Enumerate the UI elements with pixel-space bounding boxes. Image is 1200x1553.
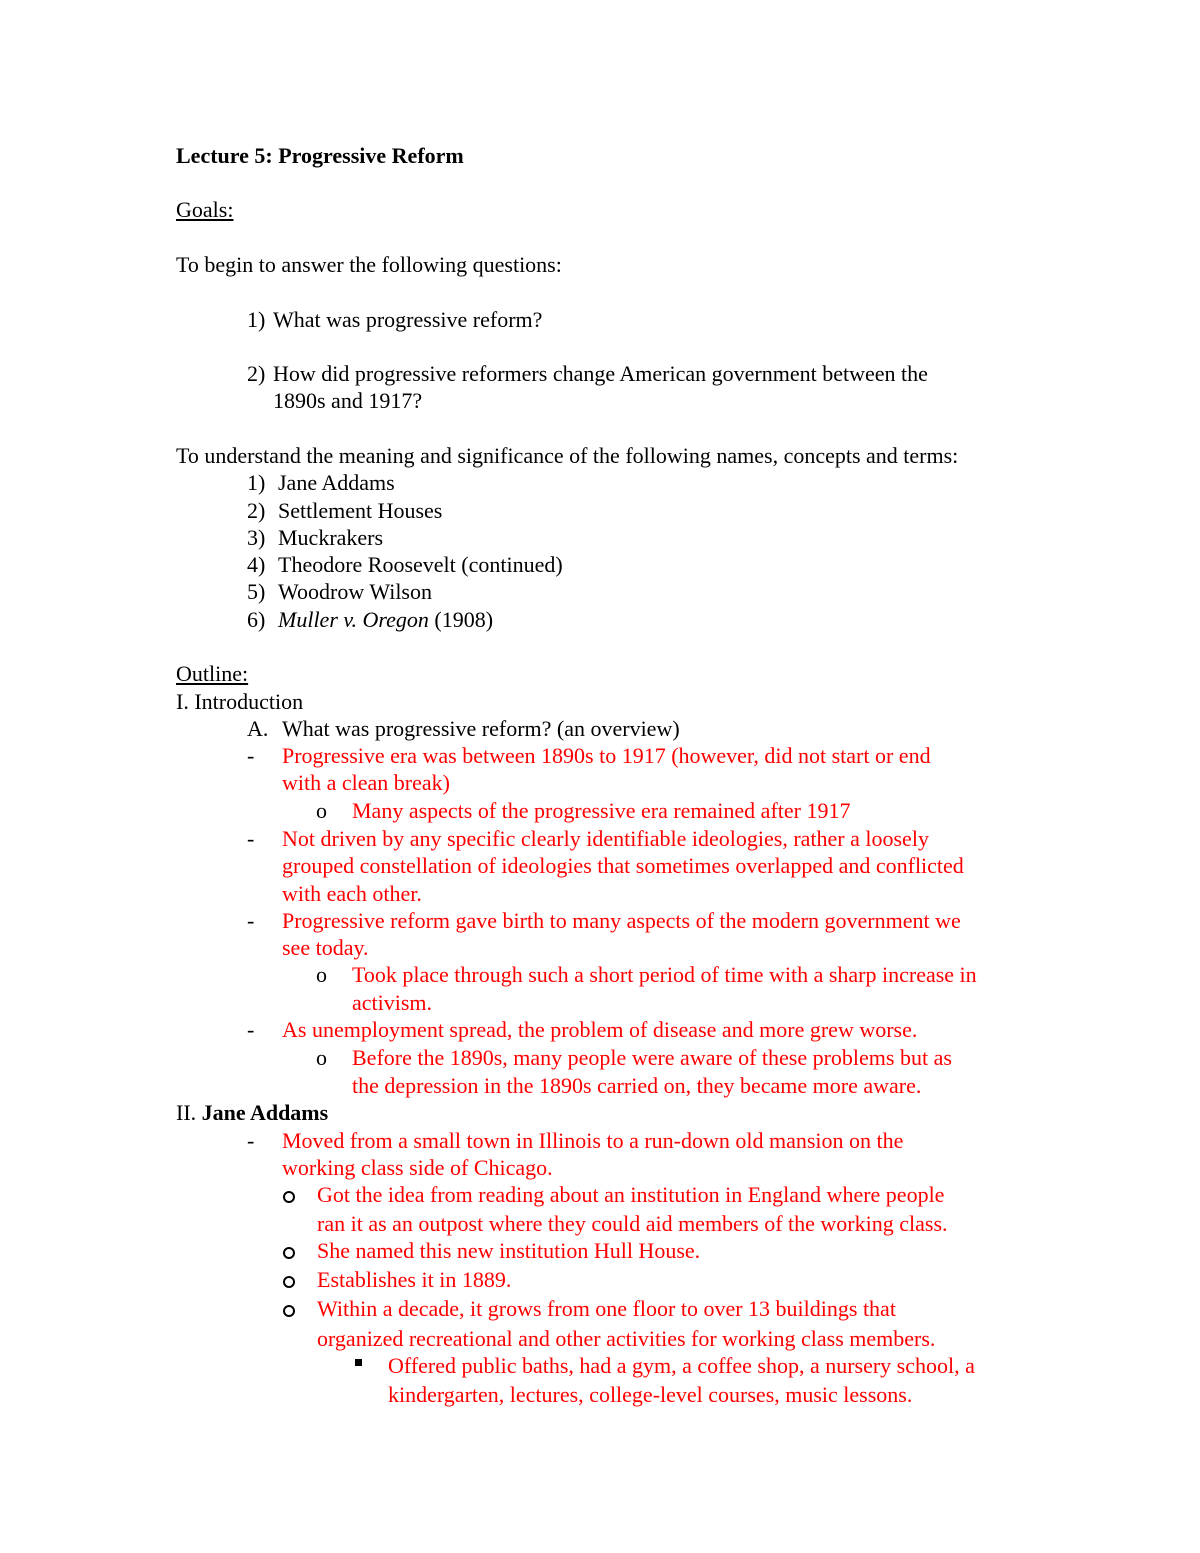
note-line: organized recreational and other activities for working class members. [317, 1326, 936, 1351]
term-number: 2) [247, 498, 266, 523]
question-number: 2) [247, 361, 266, 386]
terms-intro: To understand the meaning and significance of the following names, concepts and terms: [176, 443, 959, 468]
note-line: see today. [282, 935, 369, 960]
term-number: 5) [247, 579, 266, 604]
circle-bullet: o [316, 962, 327, 987]
note-line: ran it as an outpost where they could aid members of the working class. [317, 1211, 948, 1236]
question-number: 1) [247, 307, 266, 332]
dash-bullet: - [247, 743, 255, 768]
goals-heading: Goals: [176, 197, 234, 222]
dash-bullet: - [247, 826, 255, 851]
note-line: activism. [352, 990, 433, 1015]
circle-bullet: o [316, 1045, 327, 1070]
term-item: Theodore Roosevelt (continued) [278, 552, 563, 577]
term-item: Muckrakers [278, 525, 384, 550]
section-numeral: II. [176, 1100, 202, 1125]
term-item: Settlement Houses [278, 498, 443, 523]
section-title: Jane Addams [201, 1100, 329, 1125]
note-line: with each other. [282, 881, 422, 906]
square-bullet-icon [355, 1359, 362, 1366]
outline-heading: Outline: [176, 661, 249, 686]
note-line: Moved from a small town in Illinois to a run-down old mansion on the [282, 1128, 904, 1153]
note-line: Progressive era was between 1890s to 1917 (however, did not start or end [282, 743, 931, 768]
dash-bullet: - [247, 1017, 255, 1042]
note-line: Got the idea from reading about an institution in England where people [317, 1182, 945, 1207]
note-line: She named this new institution Hull House. [317, 1238, 701, 1263]
term-number: 3) [247, 525, 266, 550]
subsection-letter: A. [247, 716, 269, 741]
case-year: (1908) [428, 607, 494, 632]
note-line: As unemployment spread, the problem of disease and more grew worse. [282, 1017, 918, 1042]
section-heading [176, 1099, 328, 1127]
dash-bullet: - [247, 908, 255, 933]
note-line: with a clean break) [282, 770, 450, 795]
subsection-title: What was progressive reform? (an overview) [282, 716, 680, 741]
circle-bullet: o [316, 798, 327, 823]
note-line: Not driven by any specific clearly identifiable ideologies, rather a loosely [282, 826, 929, 851]
note-line: Offered public baths, had a gym, a coffee shop, a nursery school, a [388, 1353, 975, 1378]
note-line: Many aspects of the progressive era remained after 1917 [352, 798, 851, 823]
term-number: 6) [247, 607, 266, 632]
dash-bullet: - [247, 1128, 255, 1153]
note-line: Before the 1890s, many people were aware of these problems but as [352, 1045, 952, 1070]
note-line: grouped constellation of ideologies that sometimes overlapped and conflicted [282, 853, 964, 878]
hollow-bullet-icon [283, 1247, 295, 1259]
note-line: Took place through such a short period of time with a sharp increase in [352, 962, 977, 987]
term-item [278, 606, 493, 634]
section-heading: I. Introduction [176, 689, 304, 714]
hollow-bullet-icon [283, 1276, 295, 1288]
term-number: 4) [247, 552, 266, 577]
term-item: Jane Addams [278, 470, 395, 495]
note-line: Progressive reform gave birth to many aspects of the modern government we [282, 908, 961, 933]
note-line: Establishes it in 1889. [317, 1267, 512, 1292]
term-item: Woodrow Wilson [278, 579, 432, 604]
note-line: the depression in the 1890s carried on, they became more aware. [352, 1073, 922, 1098]
hollow-bullet-icon [283, 1191, 295, 1203]
question-text: What was progressive reform? [273, 307, 543, 332]
question-text: How did progressive reformers change American government between the [273, 361, 928, 386]
hollow-bullet-icon [283, 1305, 295, 1317]
note-line: Within a decade, it grows from one floor to over 13 buildings that [317, 1296, 896, 1321]
goals-intro: To begin to answer the following questions: [176, 252, 562, 277]
case-name: Muller v. Oregon [278, 607, 429, 632]
note-line: working class side of Chicago. [282, 1155, 553, 1180]
document-title: Lecture 5: Progressive Reform [176, 143, 464, 168]
term-number: 1) [247, 470, 266, 495]
note-line: kindergarten, lectures, college-level courses, music lessons. [388, 1382, 913, 1407]
question-text-continued: 1890s and 1917? [273, 388, 423, 413]
